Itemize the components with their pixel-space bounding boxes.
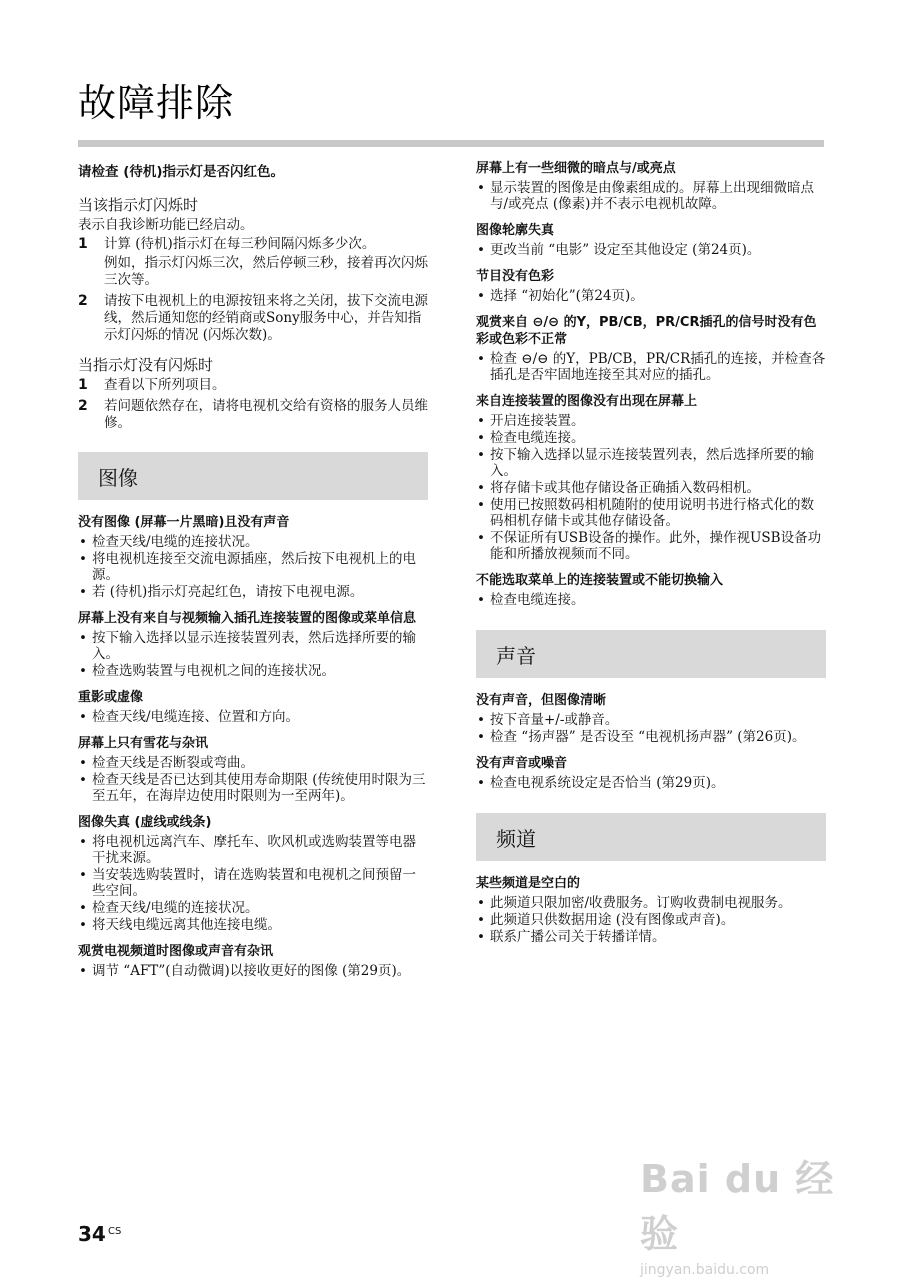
not-blinking-heading: 当指示灯没有闪烁时 bbox=[78, 356, 214, 374]
topic-block bbox=[78, 610, 428, 679]
topic-block bbox=[476, 160, 826, 212]
bullet-item: • 检查电缆连接。 bbox=[476, 430, 826, 446]
topic-title: 观赏电视频道时图像或声音有杂讯 bbox=[78, 944, 274, 959]
topic-title: 没有图像 (屏幕一片黑暗)且没有声音 bbox=[78, 515, 290, 530]
bullet-list bbox=[476, 242, 826, 258]
bullet-list bbox=[78, 630, 428, 679]
topic-block bbox=[78, 514, 428, 600]
bullet-list bbox=[78, 755, 428, 804]
step-text: 若问题依然存在，请将电视机交给有资格的服务人员维修。 bbox=[104, 398, 428, 431]
bullet-item: • 调节 “AFT”(自动微调)以接收更好的图像 (第29页)。 bbox=[78, 963, 428, 979]
bullet-item: • 检查电视系统设定是否恰当 (第29页)。 bbox=[476, 775, 826, 791]
bullet-list bbox=[476, 712, 826, 745]
topic-title: 某些频道是空白的 bbox=[476, 876, 581, 891]
topic-block bbox=[78, 735, 428, 804]
step-item bbox=[78, 236, 428, 289]
topic-title: 观赏来自 ⊖/⊖ 的Y，PB/CB，PR/CR插孔的信号时没有色彩或色彩不正常 bbox=[476, 315, 817, 347]
step-extra: 例如，指示灯闪烁三次，然后停顿三秒，接着再次闪烁三次等。 bbox=[104, 255, 428, 288]
step-number: 2 bbox=[78, 398, 88, 414]
blinking-heading: 当该指示灯闪烁时 bbox=[78, 196, 199, 214]
bullet-list bbox=[476, 775, 826, 791]
topic-title: 重影或虚像 bbox=[78, 690, 144, 705]
step-number: 2 bbox=[78, 293, 88, 309]
step-item bbox=[78, 377, 428, 394]
bullet-item: • 联系广播公司关于转播详情。 bbox=[476, 929, 826, 945]
bullet-item: • 检查选购装置与电视机之间的连接状况。 bbox=[78, 663, 428, 679]
topic-block bbox=[476, 692, 826, 745]
page-number-suffix: CS bbox=[108, 1226, 122, 1237]
topic-block bbox=[78, 943, 428, 979]
bullet-item: • 检查天线/电缆的连接状况。 bbox=[78, 900, 428, 916]
page-number: 34 bbox=[78, 1222, 106, 1246]
bullet-list bbox=[78, 963, 428, 979]
bullet-item: • 此频道只供数据用途 (没有图像或声音)。 bbox=[476, 912, 826, 928]
blinking-steps bbox=[78, 236, 428, 344]
section-band-channel: 频道 bbox=[476, 813, 826, 861]
title-rule bbox=[78, 140, 824, 147]
intro-text: 请检查 (待机)指示灯是否闪红色。 bbox=[78, 164, 285, 180]
picture-topics-continued bbox=[476, 160, 826, 608]
right-column bbox=[476, 160, 826, 955]
step-text: 请按下电视机上的电源按钮来将之关闭，拔下交流电源线，然后通知您的经销商或Sony服务中心，并告知指示灯闪烁的情况 (闪烁次数)。 bbox=[104, 293, 428, 343]
topic-title: 没有声音或噪音 bbox=[476, 756, 568, 771]
watermark-url: jingyan.baidu.com bbox=[640, 1262, 770, 1278]
bullet-item: • 将电视机远离汽车、摩托车、吹风机或选购装置等电器干扰来源。 bbox=[78, 834, 428, 866]
bullet-item: • 当安装选购装置时，请在选购装置和电视机之间预留一些空间。 bbox=[78, 867, 428, 899]
step-text: 计算 (待机)指示灯在每三秒间隔闪烁多少次。 bbox=[104, 236, 376, 252]
bullet-item: • 检查天线是否已达到其使用寿命期限 (传统使用时限为三至五年，在海岸边使用时限则为一至两年)。 bbox=[78, 772, 428, 804]
bullet-list bbox=[476, 592, 826, 608]
bullet-list bbox=[476, 895, 826, 945]
topic-block bbox=[78, 689, 428, 725]
topic-title: 图像失真 (虚线或线条) bbox=[78, 815, 212, 830]
section-band-picture: 图像 bbox=[78, 452, 428, 500]
bullet-item: • 检查 ⊖/⊖ 的Y，PB/CB，PR/CR插孔的连接，并检查各插孔是否牢固地连接至其对应的插孔。 bbox=[476, 351, 826, 383]
bullet-item: • 不保证所有USB设备的操作。此外，操作视USB设备功能和所播放视频而不同。 bbox=[476, 530, 826, 562]
picture-topics bbox=[78, 514, 428, 979]
topic-block bbox=[476, 393, 826, 562]
topic-title: 没有声音，但图像清晰 bbox=[476, 693, 607, 708]
topic-block bbox=[476, 875, 826, 945]
blinking-desc: 表示自我诊断功能已经启动。 bbox=[78, 217, 254, 233]
step-item bbox=[78, 293, 428, 344]
topic-title: 来自连接装置的图像没有出现在屏幕上 bbox=[476, 394, 698, 409]
bullet-item: • 检查天线是否断裂或弯曲。 bbox=[78, 755, 428, 771]
bullet-item: • 选择 “初始化”(第24页)。 bbox=[476, 288, 826, 304]
topic-title: 图像轮廓失真 bbox=[476, 223, 555, 238]
bullet-item: • 按下音量+/-或静音。 bbox=[476, 712, 826, 728]
bullet-list bbox=[476, 180, 826, 212]
bullet-item: • 按下输入选择以显示连接装置列表，然后选择所要的输入。 bbox=[476, 447, 826, 479]
bullet-list bbox=[78, 709, 428, 725]
step-text: 查看以下所列项目。 bbox=[104, 377, 226, 393]
step-number: 1 bbox=[78, 377, 88, 393]
bullet-list bbox=[78, 834, 428, 933]
watermark-logo: Bai du 经验 bbox=[640, 1157, 835, 1256]
channel-topics bbox=[476, 875, 826, 945]
topic-block bbox=[78, 814, 428, 933]
bullet-item: • 显示装置的图像是由像素组成的。屏幕上出现细微暗点与/或亮点 (像素)并不表示电视机故障。 bbox=[476, 180, 826, 212]
bullet-item: • 将天线电缆远离其他连接电缆。 bbox=[78, 917, 428, 933]
bullet-item: • 使用已按照数码相机随附的使用说明书进行格式化的数码相机存储卡或其他存储设备。 bbox=[476, 497, 826, 529]
section-band-sound: 声音 bbox=[476, 630, 826, 678]
step-item bbox=[78, 398, 428, 432]
bullet-item: • 检查 “扬声器” 是否设至 “电视机扬声器” (第26页)。 bbox=[476, 729, 826, 745]
bullet-list bbox=[476, 288, 826, 304]
topic-title: 节目没有色彩 bbox=[476, 269, 555, 284]
not-blinking-steps bbox=[78, 377, 428, 432]
step-number: 1 bbox=[78, 236, 88, 252]
topic-block bbox=[476, 755, 826, 791]
bullet-list bbox=[476, 413, 826, 562]
page-title: 故障排除 bbox=[78, 81, 235, 125]
bullet-list bbox=[476, 351, 826, 383]
bullet-item: • 检查天线/电缆的连接状况。 bbox=[78, 534, 428, 550]
left-column bbox=[78, 160, 428, 989]
bullet-item: • 若 (待机)指示灯亮起红色，请按下电视电源。 bbox=[78, 584, 428, 600]
watermark bbox=[640, 1148, 840, 1278]
bullet-list bbox=[78, 534, 428, 600]
bullet-item: • 将存储卡或其他存储设备正确插入数码相机。 bbox=[476, 480, 826, 496]
topic-block bbox=[476, 572, 826, 608]
bullet-item: • 将电视机连接至交流电源插座，然后按下电视机上的电源。 bbox=[78, 551, 428, 583]
topic-title: 不能选取菜单上的连接装置或不能切换输入 bbox=[476, 573, 724, 588]
bullet-item: • 按下输入选择以显示连接装置列表，然后选择所要的输入。 bbox=[78, 630, 428, 662]
topic-title: 屏幕上有一些细微的暗点与/或亮点 bbox=[476, 161, 676, 176]
topic-title: 屏幕上只有雪花与杂讯 bbox=[78, 736, 209, 751]
topic-block bbox=[476, 268, 826, 304]
topic-block bbox=[476, 314, 826, 383]
bullet-item: • 此频道只限加密/收费服务。订购收费制电视服务。 bbox=[476, 895, 826, 911]
bullet-item: • 检查电缆连接。 bbox=[476, 592, 826, 608]
sound-topics bbox=[476, 692, 826, 791]
bullet-item: • 检查天线/电缆连接、位置和方向。 bbox=[78, 709, 428, 725]
topic-title: 屏幕上没有来自与视频输入插孔连接装置的图像或菜单信息 bbox=[78, 611, 417, 626]
bullet-item: • 开启连接装置。 bbox=[476, 413, 826, 429]
bullet-item: • 更改当前 “电影” 设定至其他设定 (第24页)。 bbox=[476, 242, 826, 258]
topic-block bbox=[476, 222, 826, 258]
